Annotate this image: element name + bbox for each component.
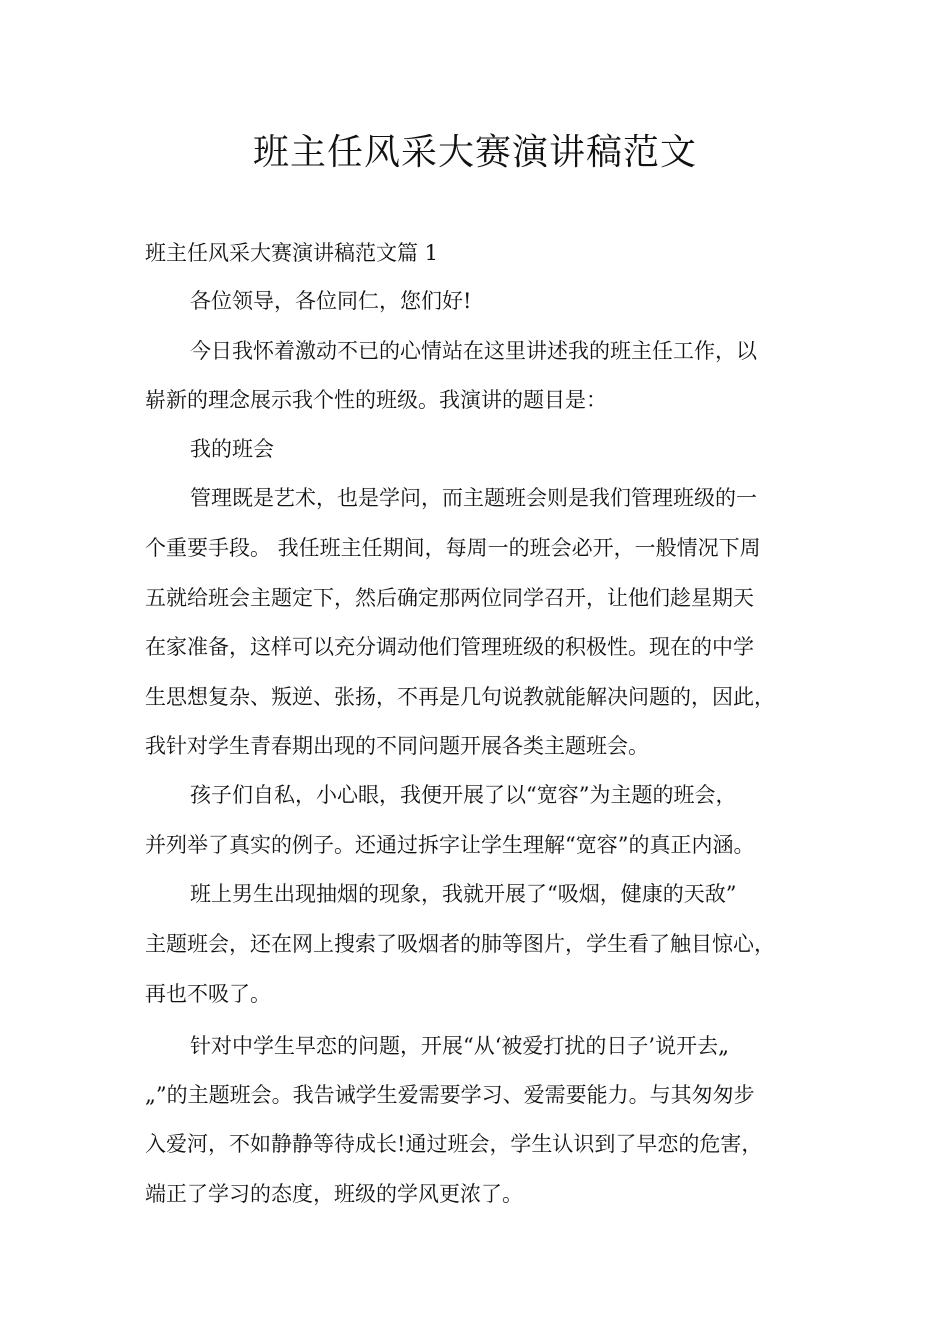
paragraph-line: 管理既是艺术，也是学问，而主题班会则是我们管理班级的一 <box>190 486 757 510</box>
paragraph-line: 入爱河，不如静静等待成长!通过班会，学生认识到了早恋的危害， <box>145 1132 763 1156</box>
paragraph-line: 个重要手段。 我任班主任期间，每周一的班会必开，一般情况下周 <box>145 536 761 560</box>
paragraph-line: 我针对学生青春期出现的不同问题开展各类主题班会。 <box>145 734 649 758</box>
paragraph-line: 今日我怀着激动不已的心情站在这里讲述我的班主任工作，以 <box>190 339 757 363</box>
paragraph-line: „”的主题班会。我告诫学生爱需要学习、爱需要能力。与其匆匆步 <box>145 1083 755 1107</box>
paragraph-line: 各位领导，各位同仁，您们好! <box>190 289 472 313</box>
paragraph-line: 班上男生出现抽烟的现象，我就开展了“吸烟，健康的天敌” <box>190 882 737 906</box>
paragraph-line: 崭新的理念展示我个性的班级。我演讲的题目是： <box>145 388 607 412</box>
paragraph-line: 在家准备，这样可以充分调动他们管理班级的积极性。现在的中学 <box>145 635 754 659</box>
paragraph-line: 五就给班会主题定下，然后确定那两位同学召开，让他们趁星期天 <box>145 586 754 610</box>
paragraph-line: 生思想复杂、叛逆、张扬，不再是几句说教就能解决问题的，因此， <box>145 685 775 709</box>
paragraph-line: 并列举了真实的例子。还通过拆字让学生理解“宽容”的真正内涵。 <box>145 833 755 857</box>
paragraph-line: 主题班会，还在网上搜索了吸烟者的肺等图片，学生看了触目惊心， <box>145 932 775 956</box>
paragraph-line: 孩子们自私，小心眼，我便开展了以“宽容”为主题的班会， <box>190 783 737 807</box>
paragraph-line: 端正了学习的态度，班级的学风更浓了。 <box>145 1182 523 1206</box>
paragraph-line: 我的班会 <box>190 437 274 461</box>
document-title: 班主任风采大赛演讲稿范文 <box>252 132 697 173</box>
section-heading: 班主任风采大赛演讲稿范文篇 1 <box>145 241 439 265</box>
paragraph-line: 再也不吸了。 <box>145 982 271 1006</box>
paragraph-line: 针对中学生早恋的问题，开展“从‘被爱打扰的日子’说开去„ <box>190 1034 729 1058</box>
